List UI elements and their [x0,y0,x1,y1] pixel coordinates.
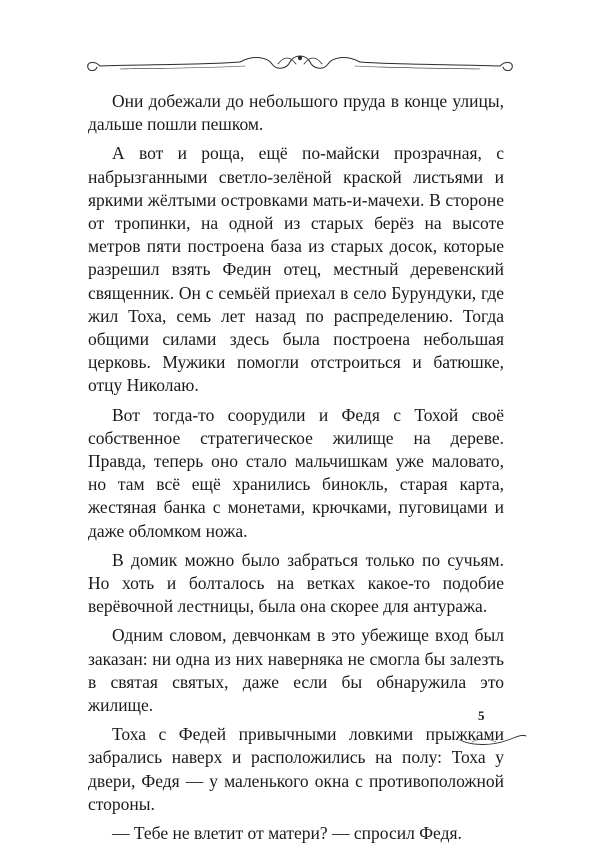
header-ornament-icon [0,44,600,84]
body-text [88,90,504,851]
page-number: 5 [478,708,485,723]
paragraph-3: Вот тогда-то соорудили и Федя с Тохой своё собственное стратегическое жилище на дереве. Правда, теперь оно стало мальчишкам уже маловато, но там всё ещё хранились бинокль, старая карта, жестяная банка с монетами, крючками, пуговицами и даже обломком ножа. [88,404,504,541]
paragraph-2: А вот и роща, ещё по-майски прозрачная, с набрызганными светло-зелёной краской листьями и яркими жёлтыми островками мать-и-мачехи. В стороне от тропинки, на одной из старых берёз на высоте метров пяти построена база из старых досок, которые разрешил взять Федин отец, местный деревенский священник. Он с семьёй приехал в село Бурундуки, где жил Тоха, семь лет назад по распределению. Тогда общими силами здесь была построена небольшая церковь. Мужики помогли отстроиться и батюшке, отцу Николаю. [88,143,504,396]
paragraph-1: Они добежали до небольшого пруда в конце улицы, дальше пошли пешком. [88,91,504,135]
page-number-flourish-icon [452,712,532,752]
paragraph-5: Одним словом, девчонкам в это убежище вход был заказан: ни одна из них наверняка не смогла бы залезть в святая святых, даже если бы обнаружила это жилище. [88,625,504,716]
paragraph-4: В домик можно было забраться только по сучьям. Но хоть и болталось на ветках какое-то подобие верёвочной лестницы, была она скорее для антуража. [88,549,504,617]
paragraph-7: — Тебе не влетит от матери? — спросил Федя. [112,823,462,844]
paragraph-6: Тоха с Федей привычными ловкими прыжками забрались наверх и расположились на полу: Тоха у двери, Федя — у маленького окна с противоположной стороны. [88,724,504,814]
